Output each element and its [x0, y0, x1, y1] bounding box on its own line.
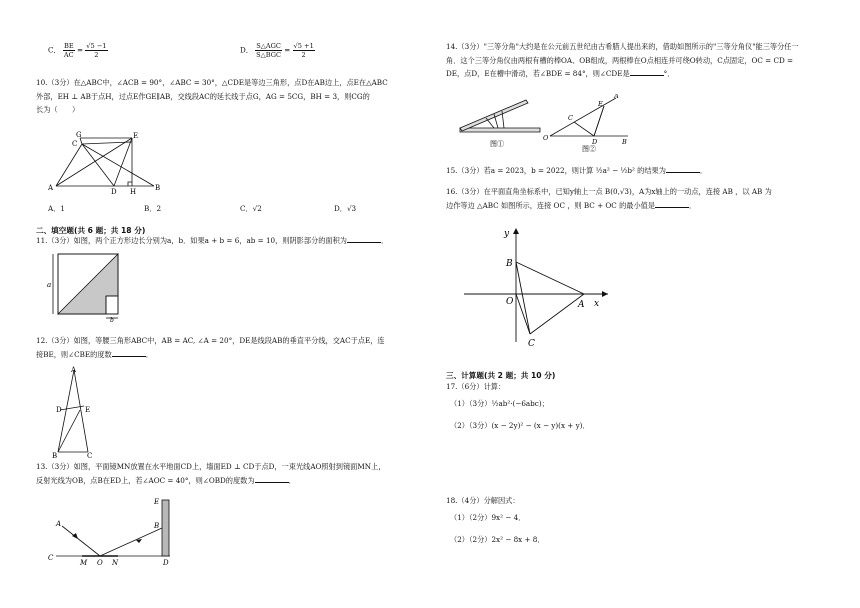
numerator: BE: [63, 42, 74, 50]
label-E: E: [85, 406, 91, 414]
q10-option-d: D．√3: [334, 204, 357, 213]
q17-part-2: （2）（3分）(x − 2y)² − (x − y)(x + y)．: [450, 421, 590, 430]
equals: =: [284, 45, 291, 55]
option-label: C．: [48, 45, 61, 55]
answer-blank[interactable]: [347, 235, 381, 243]
q15-expression: ½a² − ½b²: [595, 166, 635, 175]
q13-line: 13.（3分）如图，平面镜MN放置在水平地面CD上，墙面ED ⊥ CD于点D，一束光线AO照射到镜面MN上，: [36, 462, 386, 471]
q10-stem: [36, 76, 436, 117]
figure-caption: 图①: [490, 140, 504, 148]
q10-option-c: C．√2: [240, 204, 262, 213]
answer-blank[interactable]: [630, 68, 664, 76]
label-B: B: [52, 452, 58, 458]
q12-line: 接BE，则∠CBE的度数: [36, 349, 112, 359]
q12-stem: [36, 334, 436, 361]
denominator: 2: [301, 51, 306, 59]
option-label: D．: [240, 45, 253, 55]
q18-stem: [446, 494, 836, 551]
q12-end: ．: [145, 349, 153, 359]
fraction: [293, 42, 315, 59]
q14-line: 角．这个三等分角仪由两根有槽的棒OA、OB组成，两根棒在O点相连并可绕O转动，C点固定，OC = CD =: [446, 55, 794, 65]
equals: =: [76, 45, 83, 55]
answer-blank[interactable]: [112, 349, 146, 357]
fraction: [63, 42, 75, 59]
q10-figure: [42, 130, 172, 194]
q18-part-2: （2）（2分）2x² − 8x + 8．: [450, 535, 545, 544]
axis-label-x: x: [594, 299, 600, 309]
label-O: O: [506, 297, 514, 307]
q12-line: 12.（3分）如图，等腰三角形ABC中，AB = AC, ∠A = 20°，DE是线段AB的垂直平分线，交AC于点E，连: [36, 336, 385, 345]
numerator: S△AGC: [256, 42, 281, 50]
label-C: C: [48, 554, 54, 562]
q15-end: ．: [699, 166, 708, 175]
label-D: D: [56, 406, 62, 414]
label-O: O: [97, 559, 103, 567]
q10-option-a: A．1: [48, 204, 65, 213]
q9-option-d: [240, 42, 315, 59]
q10-line: 10.（3分）在△ABC中，∠ACB = 90°，∠ABC = 30°，△CDE是等边三角形，点D在AB边上，点E在△ABC: [36, 78, 388, 87]
q11-end: ．: [380, 236, 389, 245]
section-fill-in-title: 二、填空题(共 6 题；共 18 分): [36, 226, 146, 235]
label-A: A: [71, 366, 77, 374]
q17-part-1: （1）（3分）½ab²·(−6abc)；: [450, 399, 549, 408]
denominator: S△BGC: [256, 51, 282, 59]
q16-line: 边作等边 △ABC 如图所示，连接 OC ，则 BC + OC 的最小值是: [446, 200, 656, 210]
q12-figure: [46, 366, 116, 458]
axis-label-y: y: [504, 229, 510, 239]
label-B: B: [506, 259, 513, 269]
arrow-icon: [72, 533, 78, 539]
label-M: M: [80, 559, 88, 567]
denominator: AC: [63, 51, 74, 59]
q14-line: 14.（3分）"三等分角"大约是在公元前五世纪由古希腊人提出来的，借助如图所示的"三等分角仪"能三等分任一: [446, 42, 799, 51]
answer-blank[interactable]: [255, 475, 289, 483]
label-B: B: [154, 522, 160, 530]
q16-stem: [446, 185, 836, 212]
x-axis-arrow-icon: [602, 291, 608, 297]
label-B: B: [622, 138, 627, 146]
q14-stem: [446, 40, 836, 81]
fraction: [85, 42, 107, 59]
numerator: √5 −1: [86, 42, 107, 50]
answer-blank[interactable]: [666, 165, 700, 173]
q16-figure: [460, 224, 620, 354]
label-A: A: [578, 300, 585, 310]
q18-title: 18.（4分）分解因式：: [446, 496, 520, 505]
q10-option-b: B．2: [144, 204, 162, 213]
label-A: A: [48, 184, 54, 192]
numerator: √5 +1: [293, 42, 314, 50]
q17-stem: [446, 380, 836, 437]
y-axis-arrow-icon: [513, 228, 519, 234]
q13-end: ．: [288, 475, 296, 485]
label-O: O: [543, 134, 549, 142]
section-calculation-title: 三、计算题(共 2 题；共 10 分): [446, 371, 556, 380]
fraction: [255, 42, 282, 59]
q15-pre: 15.（3分）若a = 2023，b = 2022，则计算: [446, 166, 594, 175]
q13-stem: [36, 460, 436, 487]
label-E: E: [154, 498, 160, 506]
label-b: b: [110, 317, 114, 322]
q10-line: 长为（ ）: [36, 105, 80, 114]
label-A: A: [56, 520, 62, 528]
q16-line: 16.（3分）在平面直角坐标系中，已知y轴上一点 B(0,√3)，A为x轴上的一动点，连接 AB ，以 AB 为: [446, 187, 772, 196]
label-D: D: [111, 188, 117, 194]
answer-blank[interactable]: [655, 200, 689, 208]
q16-end: ．: [689, 200, 697, 210]
label-C: C: [72, 140, 78, 148]
q18-part-1: （1）（2分）9x² − 4．: [450, 513, 526, 522]
label-D: D: [163, 559, 169, 567]
label-H: H: [130, 188, 137, 194]
figure-caption: 图②: [582, 145, 596, 152]
label-C: C: [87, 452, 93, 458]
label-A: A: [614, 94, 619, 100]
q10-line: 外部，EH ⊥ AB于点H，过点E作GE∥AB，交线段AC的延长线于点G，AG = 5CG，BH = 3，则CG的: [36, 91, 370, 101]
q17-title: 17.（6分）计算：: [446, 382, 506, 391]
label-E: E: [598, 100, 603, 108]
label-E: E: [133, 132, 139, 140]
denominator: 2: [94, 51, 99, 59]
q14-figure-1: [456, 94, 546, 148]
q15-stem: [446, 164, 836, 178]
q14-end: °．: [663, 69, 675, 78]
label-D: D: [592, 138, 598, 146]
q11-stem: [36, 234, 436, 248]
label-N: N: [112, 559, 119, 567]
q13-line: 反射光线为OB，点B在ED上，若∠AOC = 40°，则∠OBD的度数为: [36, 475, 255, 485]
q9-option-c: [48, 42, 108, 59]
label-a: a: [47, 281, 52, 289]
q11-figure: [46, 250, 146, 322]
q15-post: 的结果为: [637, 166, 666, 175]
label-G: G: [76, 131, 82, 139]
label-B: B: [155, 184, 161, 192]
q13-figure: [46, 494, 176, 570]
q11-text: 11.（3分）如图，两个正方形边长分别为a，b．如果a + b = 6，ab = 10，则阴影部分的面积为: [36, 236, 347, 245]
label-C: C: [528, 339, 535, 349]
q14-figure-2: [542, 94, 638, 152]
label-C: C: [568, 114, 573, 122]
q14-line: DE，点D，E在槽中滑动，若∠BDE = 84°，则∠CDE是: [446, 69, 630, 78]
